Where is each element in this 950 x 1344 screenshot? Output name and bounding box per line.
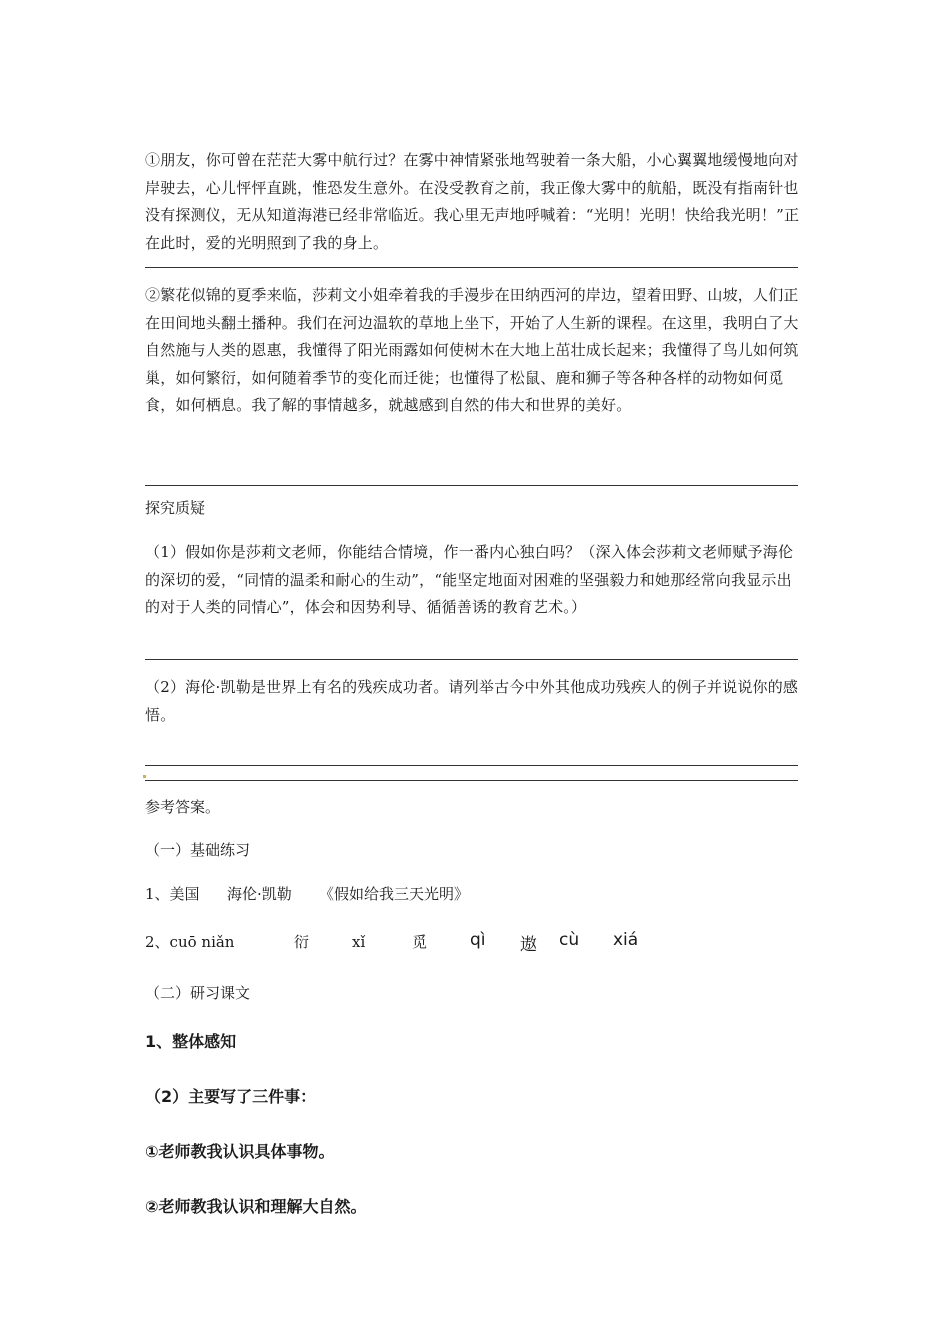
- answer-line: [145, 267, 798, 268]
- section-text-study: （二）研习课文: [145, 984, 251, 1002]
- answer-1-number: 1、美国: [145, 885, 200, 903]
- answer-2-word-2: xǐ: [352, 933, 366, 951]
- answer-line: [145, 485, 798, 486]
- event-2: ②老师教我认识和理解大自然。: [145, 1197, 367, 1216]
- answer-line: [145, 780, 798, 781]
- inquiry-heading: 探究质疑: [145, 499, 206, 517]
- mark-dot: [143, 775, 146, 778]
- passage-paragraph-1: ①朋友，你可曾在茫茫大雾中航行过？在雾中神情紧张地驾驶着一条大船，小心翼翼地缓慢地向对岸驶去，心儿怦怦直跳，惟恐发生意外。在没受教育之前，我正像大雾中的航船，既没有指南针也没有探测仪，无从知道海港已经非常临近。我心里无声地呼喊着：“光明！光明！快给我光明！”正在此时，爱的光明照到了我的身上。: [145, 151, 800, 252]
- answer-1-book: 《假如给我三天光明》: [319, 885, 470, 903]
- section-basic-practice: （一）基础练习: [145, 841, 251, 859]
- answer-line: [145, 659, 798, 660]
- answer-1-name: 海伦·凯勒: [227, 885, 292, 903]
- answer-2-word-7: xiá: [613, 930, 639, 950]
- overall-perception-heading: 1、整体感知: [145, 1032, 237, 1051]
- three-events-heading: （2）主要写了三件事：: [145, 1087, 317, 1106]
- passage-paragraph-2: ②繁花似锦的夏季来临，莎莉文小姐牵着我的手漫步在田纳西河的岸边，望着田野、山坡，人们正在田间地头翻土播种。我们在河边温软的草地上坐下，开始了人生新的课程。在这里，我明白了大自然施与人类的恩惠，我懂得了阳光雨露如何使树木在大地上茁壮成长起来；我懂得了鸟儿如何筑巢，如何繁衍，如何随着季节的变化而迁徙；也懂得了松鼠、鹿和狮子等各种各样的动物如何觅食，如何栖息。我了解的事情越多，就越感到自然的伟大和世界的美好。: [145, 286, 799, 414]
- answers-heading: 参考答案。: [145, 798, 221, 816]
- answer-2-word-1: 衍: [294, 933, 310, 951]
- answer-2-word-4: qì: [470, 930, 486, 950]
- answer-2-word-3: 觅: [412, 933, 428, 951]
- answer-line: [145, 765, 798, 766]
- answer-2-number: 2、cuō niǎn: [145, 933, 235, 951]
- event-1: ①老师教我认识具体事物。: [145, 1142, 335, 1161]
- inquiry-question-2: （2）海伦·凯勒是世界上有名的残疾成功者。请列举古今中外其他成功残疾人的例子并说说你的感悟。: [145, 678, 799, 724]
- answer-2-word-6: cù: [559, 930, 580, 950]
- inquiry-question-1: （1）假如你是莎莉文老师，你能结合情境，作一番内心独白吗？（深入体会莎莉文老师赋予海伦的深切的爱，“同情的温柔和耐心的生动”，“能坚定地面对困难的坚强毅力和她那经常向我显示出的对于人类的同情心”，体会和因势利导、循循善诱的教育艺术。）: [145, 543, 794, 616]
- answer-2-word-5: 遨: [520, 935, 537, 955]
